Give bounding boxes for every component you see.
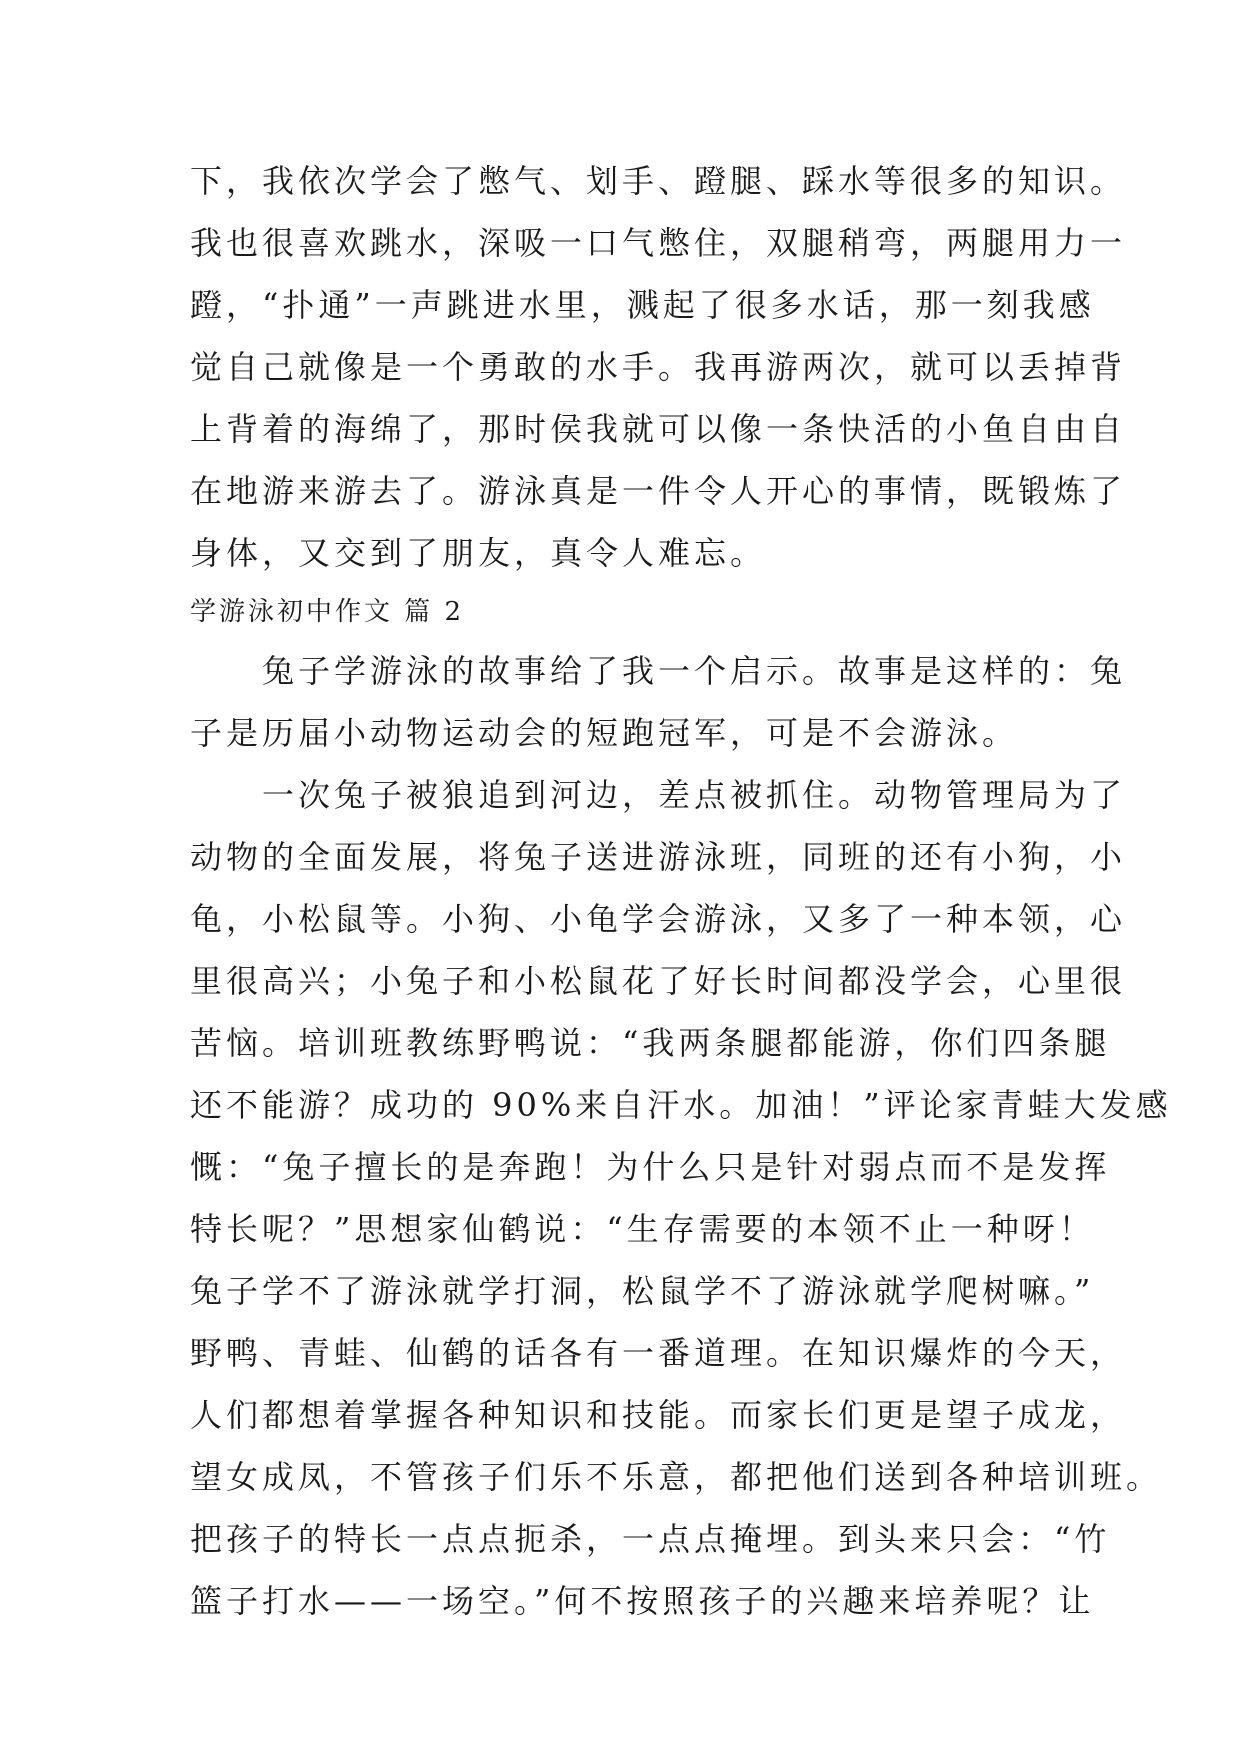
text-line: 下，我依次学会了憋气、划手、蹬腿、踩水等很多的知识。 [190, 162, 1127, 200]
text-line: 兔子学游泳的故事给了我一个启示。故事是这样的：兔 [190, 652, 1127, 690]
text-line: 篮子打水——一场空。”何不按照孩子的兴趣来培养呢？让 [190, 1582, 1095, 1620]
paragraph-rabbit-lesson [190, 640, 1127, 764]
section-heading: 学游泳初中作文 篇 2 [190, 597, 465, 627]
text-line: 还不能游？成功的 90%来自汗水。加油！”评论家青蛙大发感 [190, 1086, 1172, 1124]
text-line: 一次兔子被狼追到河边，差点被抓住。动物管理局为了 [190, 776, 1127, 814]
paragraph-swimming-class [190, 764, 1172, 1632]
text-line: 人们都想着掌握各种知识和技能。而家长们更是望子成龙， [190, 1396, 1127, 1434]
text-line: 特长呢？”思想家仙鹤说：“生存需要的本领不止一种呀！ [190, 1210, 1095, 1248]
essay-body [190, 150, 1172, 1632]
text-line: 身体，又交到了朋友，真令人难忘。 [190, 534, 767, 572]
text-line: 在地游来游去了。游泳真是一件令人开心的事情，既锻炼了 [190, 472, 1127, 510]
text-line: 上背着的海绵了，那时侯我就可以像一条快活的小鱼自由自 [190, 410, 1127, 448]
text-line: 我也很喜欢跳水，深吸一口气憋住，双腿稍弯，两腿用力一 [190, 224, 1127, 262]
text-line: 子是历届小动物运动会的短跑冠军，可是不会游泳。 [190, 714, 1019, 752]
text-line: 觉自己就像是一个勇敢的水手。我再游两次，就可以丢掉背 [190, 348, 1127, 386]
text-line: 里很高兴；小兔子和小松鼠花了好长时间都没学会，心里很 [190, 962, 1127, 1000]
text-line: 龟，小松鼠等。小狗、小龟学会游泳，又多了一种本领，心 [190, 900, 1127, 938]
text-line: 慨：“兔子擅长的是奔跑！为什么只是针对弱点而不是发挥 [190, 1148, 1111, 1186]
text-line: 蹬，“扑通”一声跳进水里，溅起了很多水话，那一刻我感 [190, 286, 1095, 324]
text-line: 望女成凤，不管孩子们乐不乐意，都把他们送到各种培训班。 [190, 1458, 1163, 1496]
text-line: 兔子学不了游泳就学打洞，松鼠学不了游泳就学爬树嘛。” [190, 1272, 1095, 1310]
continued-paragraph [190, 150, 1127, 584]
text-line: 把孩子的特长一点点扼杀，一点点掩埋。到头来只会：“竹 [190, 1520, 1111, 1558]
text-line: 野鸭、青蛙、仙鹤的话各有一番道理。在知识爆炸的今天， [190, 1334, 1127, 1372]
text-line: 苦恼。培训班教练野鸭说：“我两条腿都能游，你们四条腿 [190, 1024, 1111, 1062]
text-line: 动物的全面发展，将兔子送进游泳班，同班的还有小狗，小 [190, 838, 1127, 876]
